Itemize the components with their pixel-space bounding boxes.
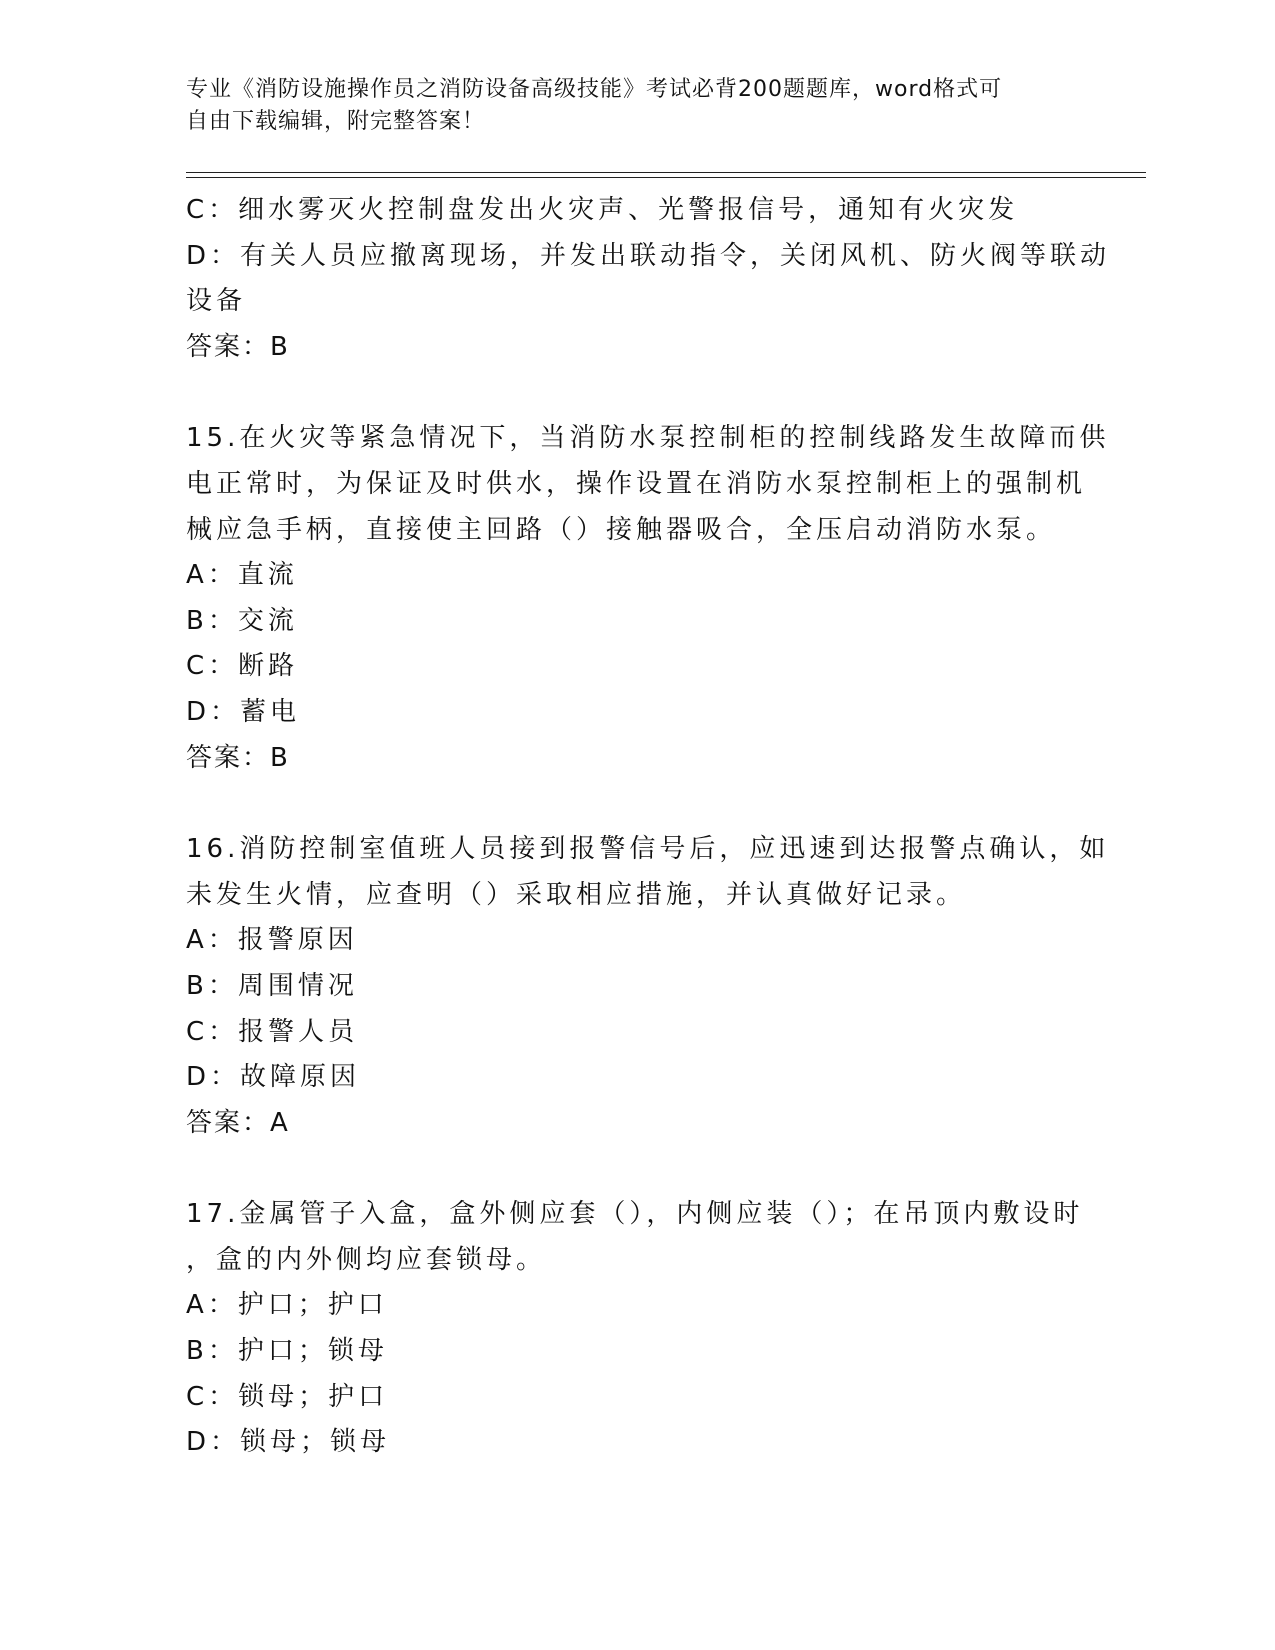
prev-option-d-line-2: 设备 xyxy=(186,286,247,317)
q17-text-line-2: ，盒的内外侧均应套锁母。 xyxy=(186,1244,547,1275)
q16-option-b: B：周围情况 xyxy=(186,970,358,1001)
q17-option-d: D：锁母；锁母 xyxy=(186,1427,391,1458)
q15-text-line-3: 械应急手柄，直接使主回路（）接触器吸合，全压启动消防水泵。 xyxy=(186,514,1057,545)
q16-option-d: D：故障原因 xyxy=(186,1062,361,1093)
q17-text-line-1: 17.金属管子入盒，盒外侧应套（），内侧应装（）；在吊顶内敷设时 xyxy=(186,1199,1084,1230)
q16-text-line-2: 未发生火情，应查明（）采取相应措施，并认真做好记录。 xyxy=(186,879,967,910)
q15-option-b: B：交流 xyxy=(186,605,298,636)
q17-option-c: C：锁母；护口 xyxy=(186,1381,389,1412)
prev-answer: 答案：B xyxy=(186,331,290,362)
q16-answer: 答案：A xyxy=(186,1107,290,1138)
q17-option-a: A：护口；护口 xyxy=(186,1290,388,1321)
prev-option-d-line-1: D：有关人员应撤离现场，并发出联动指令，关闭风机、防火阀等联动 xyxy=(186,240,1111,271)
q16-option-a: A：报警原因 xyxy=(186,925,358,956)
q15-text-line-2: 电正常时，为保证及时供水，操作设置在消防水泵控制柜上的强制机 xyxy=(186,468,1087,499)
q16-text-line-1: 16.消防控制室值班人员接到报警信号后，应迅速到达报警点确认，如 xyxy=(186,834,1110,865)
q15-text-line-1: 15.在火灾等紧急情况下，当消防水泵控制柜的控制线路发生故障而供 xyxy=(186,423,1110,454)
document-header xyxy=(186,74,1066,138)
header-line-1: 专业《消防设施操作员之消防设备高级技能》考试必背200题题库，word格式可 xyxy=(186,77,1003,102)
header-rule-top xyxy=(186,172,1146,173)
header-rule-bottom xyxy=(186,177,1146,178)
question-content xyxy=(186,188,1111,1466)
header-line-2: 自由下载编辑，附完整答案！ xyxy=(186,109,486,134)
spacer xyxy=(186,1146,1086,1192)
q15-option-d: D：蓄电 xyxy=(186,696,301,727)
q17-option-b: B：护口；锁母 xyxy=(186,1336,388,1367)
spacer xyxy=(186,781,1086,827)
prev-option-c: C：细水雾灭火控制盘发出火灾声、光警报信号，通知有火灾发 xyxy=(186,195,1019,225)
q16-option-c: C：报警人员 xyxy=(186,1016,359,1047)
q15-option-c: C：断路 xyxy=(186,651,299,682)
spacer xyxy=(186,370,1086,416)
q15-option-a: A：直流 xyxy=(186,560,298,591)
q15-answer: 答案：B xyxy=(186,742,290,773)
